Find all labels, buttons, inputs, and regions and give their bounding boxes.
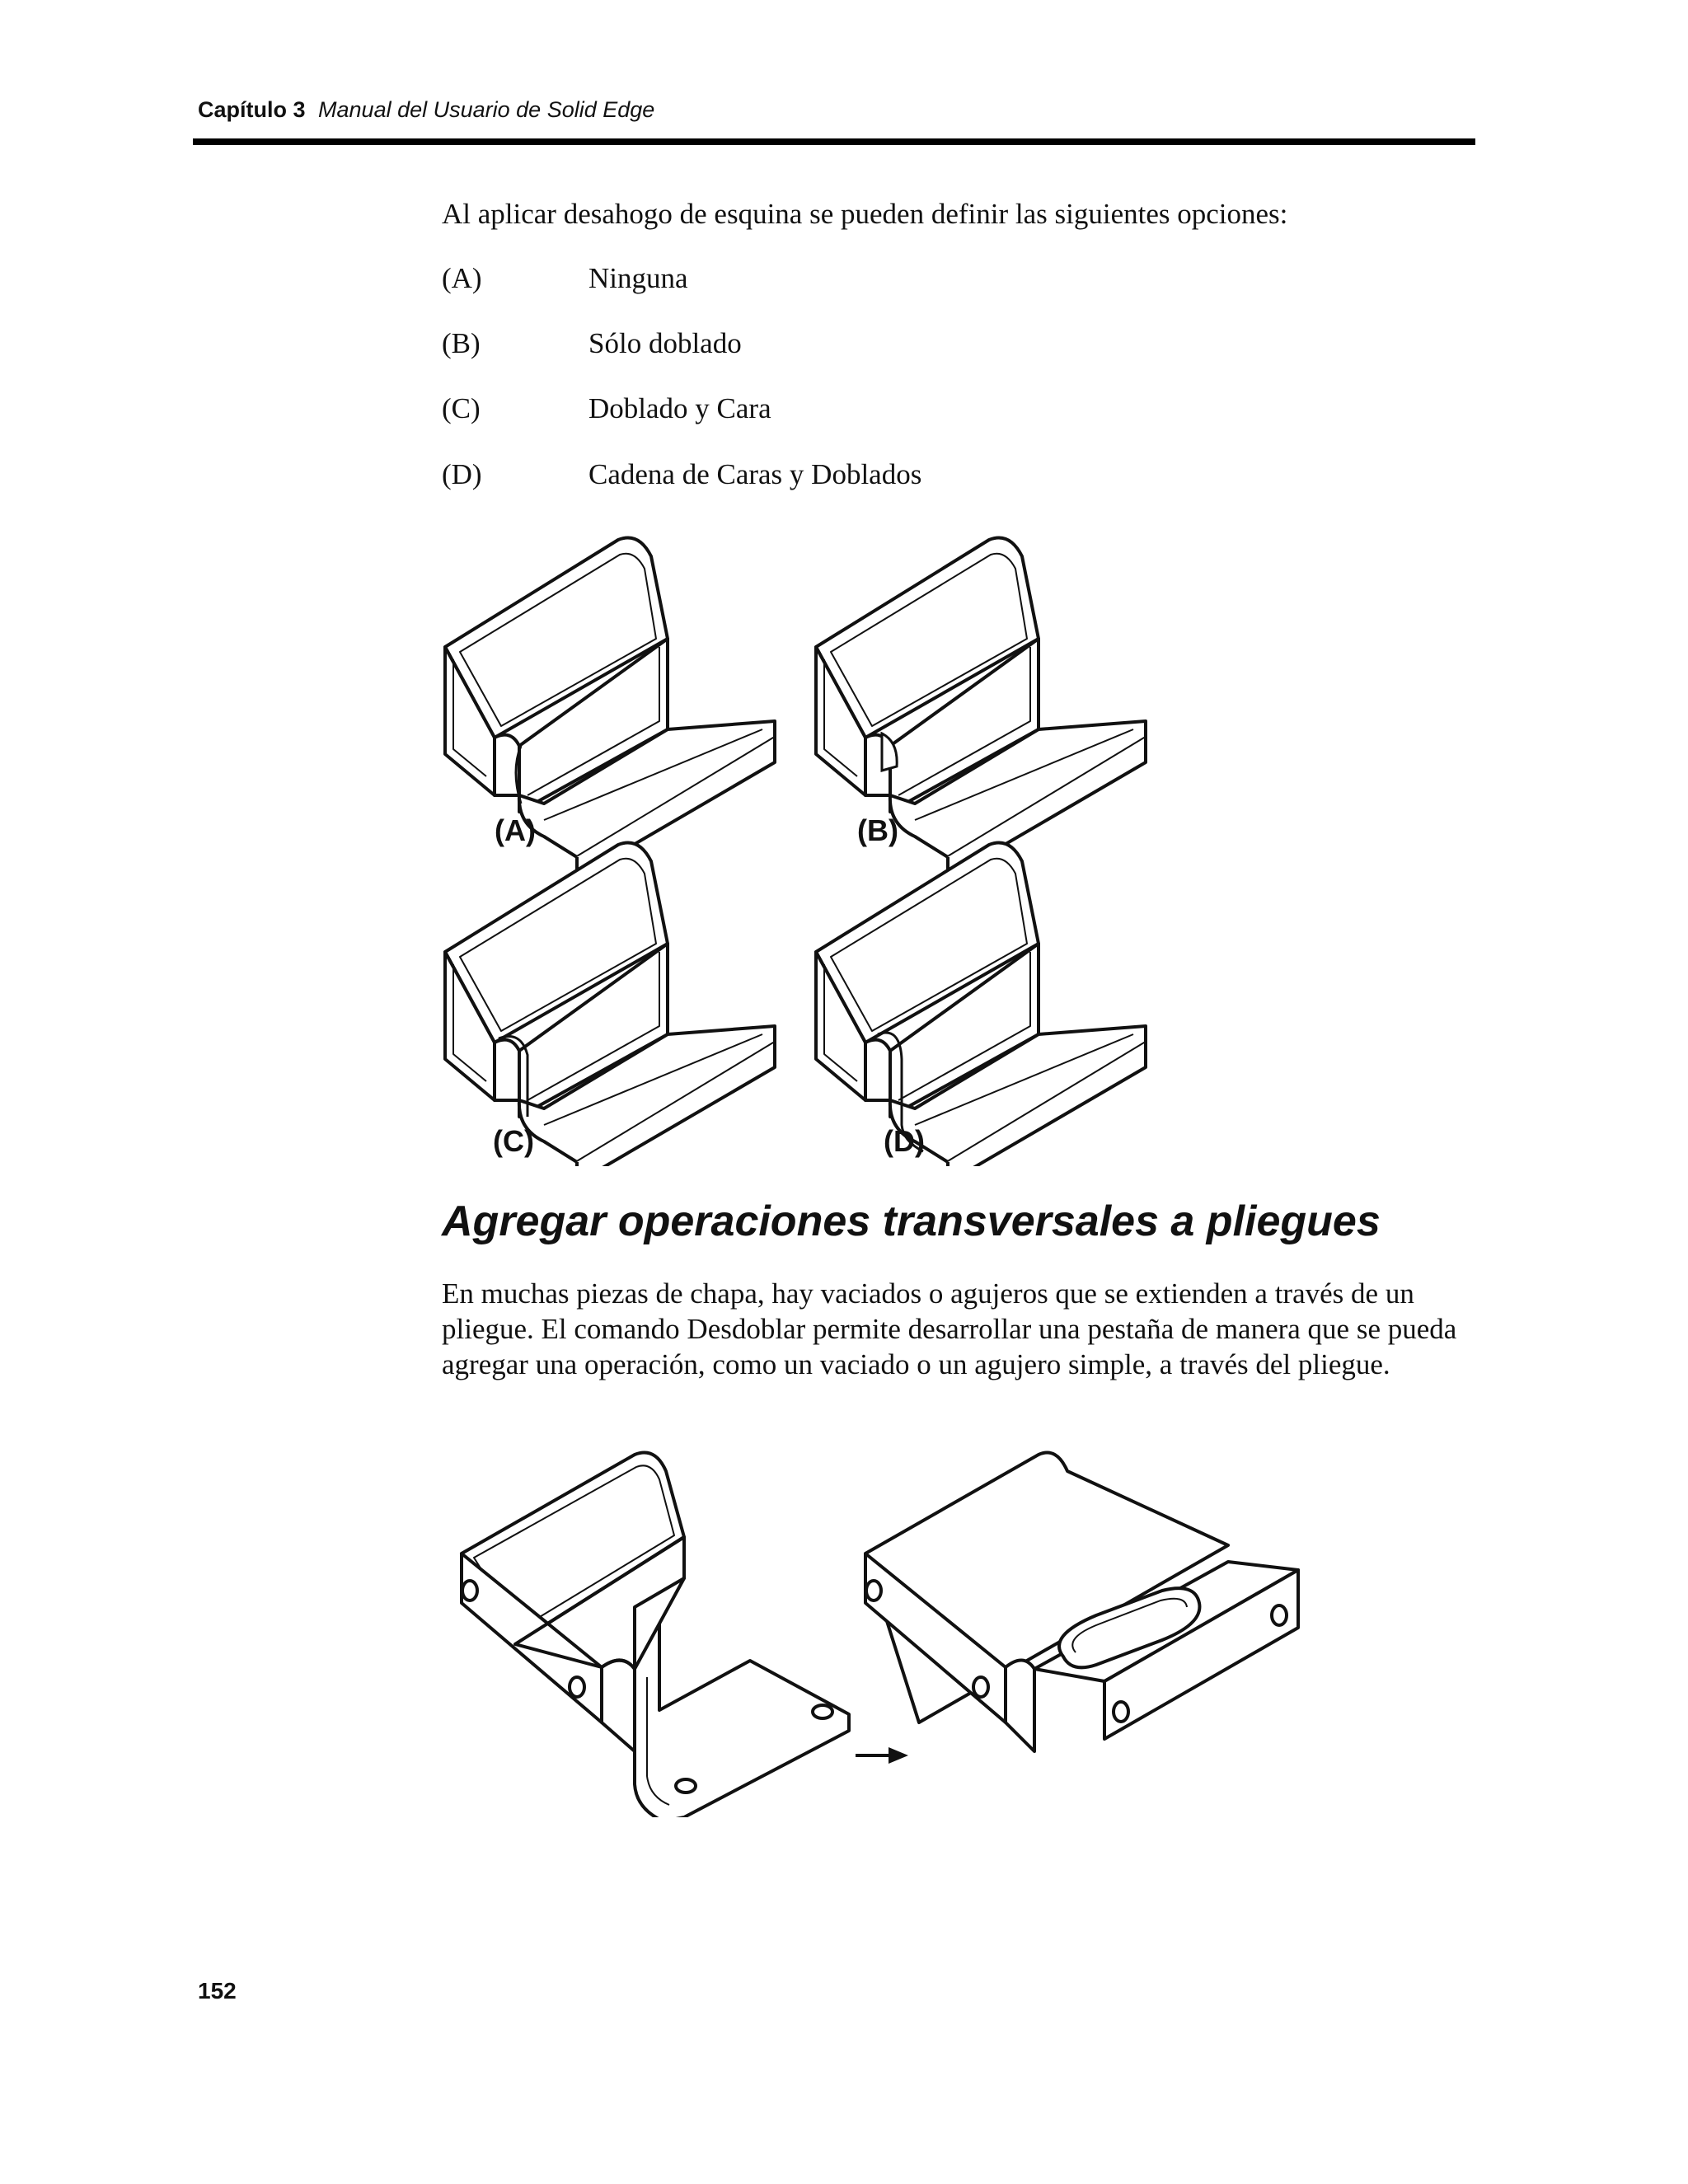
option-text: Doblado y Cara bbox=[588, 392, 771, 424]
arrow-icon bbox=[856, 1747, 908, 1764]
option-letter: (A) bbox=[442, 262, 482, 294]
page-number: 152 bbox=[198, 1978, 237, 2004]
variant-c-drawing bbox=[445, 843, 775, 1167]
chapter-label: Capítulo 3 bbox=[198, 97, 306, 122]
option-letter: (B) bbox=[442, 327, 481, 359]
section-paragraph: En muchas piezas de chapa, hay vaciados o agujeros que se extienden a través de un pliegue. El comando Desdoblar permite desarrollar una pestaña de manera que se pueda agregar una operación, como un vaciado o un agujero simple, a través del pliegue. bbox=[442, 1277, 1457, 1380]
option-text: Cadena de Caras y Doblados bbox=[588, 458, 922, 490]
variant-d-drawing bbox=[816, 843, 1146, 1167]
option-text: Sólo doblado bbox=[588, 327, 742, 359]
intro-text: Al aplicar desahogo de esquina se pueden definir las siguientes opciones: bbox=[442, 198, 1288, 230]
option-d bbox=[442, 458, 921, 491]
option-letter: (C) bbox=[442, 392, 481, 424]
bent-part-drawing bbox=[462, 1453, 849, 1818]
unbent-part-drawing bbox=[865, 1453, 1298, 1752]
variant-c-label: (C) bbox=[493, 1124, 534, 1158]
option-a bbox=[442, 262, 688, 295]
variant-b-label: (B) bbox=[857, 813, 898, 847]
variant-a-label: (A) bbox=[495, 813, 536, 847]
unbend-figure bbox=[437, 1446, 1343, 1817]
corner-relief-figure bbox=[429, 515, 1220, 1166]
variant-d-label: (D) bbox=[884, 1124, 925, 1158]
header-rule bbox=[193, 138, 1475, 145]
option-c bbox=[442, 392, 771, 425]
option-text: Ninguna bbox=[588, 262, 688, 294]
manual-title: Manual del Usuario de Solid Edge bbox=[318, 97, 655, 122]
option-b bbox=[442, 327, 742, 360]
section-heading: Agregar operaciones transversales a pliegues bbox=[442, 1197, 1381, 1245]
running-header bbox=[198, 97, 1475, 123]
option-letter: (D) bbox=[442, 458, 482, 490]
